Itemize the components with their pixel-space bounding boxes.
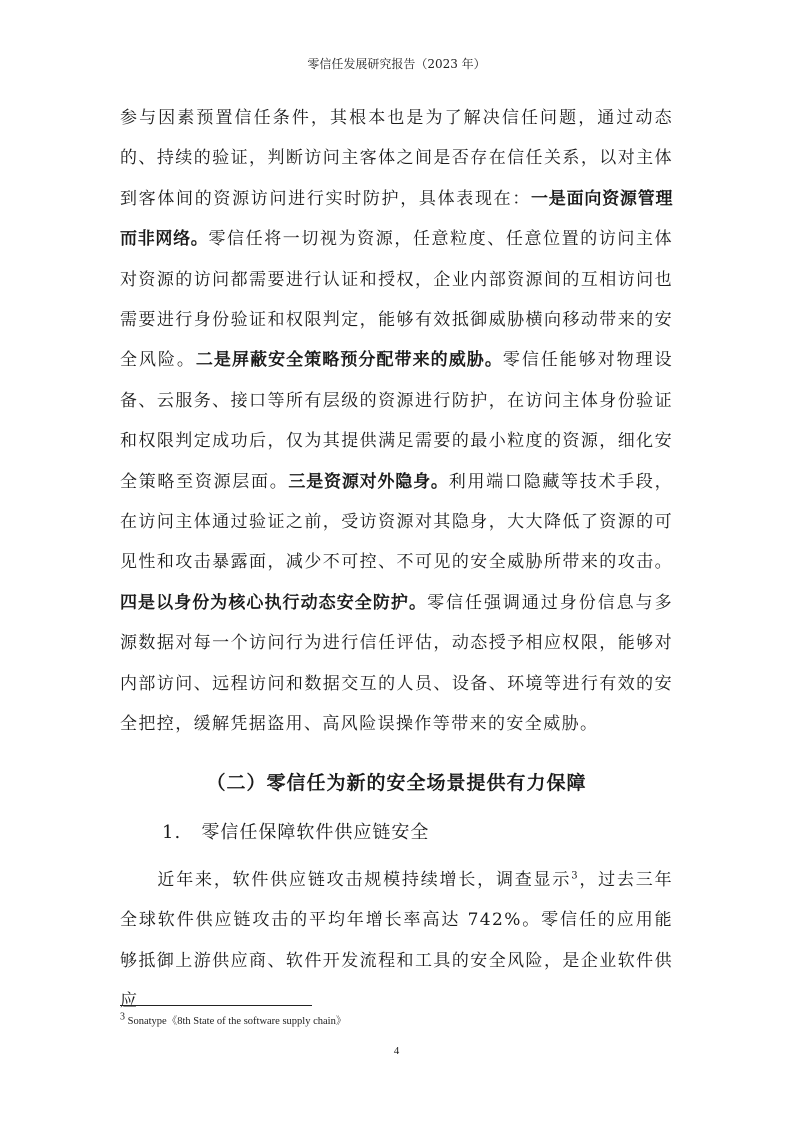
text-segment: 参与因素预置信任条件，其根本也是为了解决信任问题，通过动态的、持续的验证，判断访问主客体之间是否存在信任关系，以对主体到客体间的资源访问进行实时防护，具体表现在： xyxy=(120,108,673,209)
footnote-ref[interactable]: 3 xyxy=(571,870,579,882)
page-header: 零信任发展研究报告（2023 年） xyxy=(307,57,486,71)
text-segment: ，过去三年全球软件供应链攻击的平均年增长率高达 742%。零信任的应用能够抵御上游供应商、软件开发流程和工具的安全风险，是企业软件供应 xyxy=(120,870,673,1012)
text-segment: 零信任能够对物理设备、云服务、接口等所有层级的资源进行防护，在访问主体身份验证和权限判定成功后，仅为其提供满足需要的最小粒度的资源，细化安全策略至资源层面。 xyxy=(120,350,673,492)
footnote xyxy=(120,1013,346,1028)
subsection-title xyxy=(162,818,429,844)
footnote-text: Sonatype《8th State of the software supply chain》 xyxy=(127,1016,347,1027)
text-segment: 零信任强调通过身份信息与多源数据对每一个访问行为进行信任评估，动态授予相应权限，能够对内部访问、远程访问和数据交互的人员、设备、环境等进行有效的安全把控，缓解凭据盗用、高风险误操作等带来的安全威胁。 xyxy=(120,592,674,735)
body-paragraph xyxy=(120,98,673,745)
subsection-number: 1. xyxy=(162,822,182,843)
bold-point-3: 三是资源对外隐身。 xyxy=(288,471,449,492)
bold-point-1: 一是面向资源管理而非网络。 xyxy=(120,188,673,250)
subsection-label: 零信任保障软件供应链安全 xyxy=(201,822,430,843)
bold-point-2: 二是屏蔽安全策略预分配带来的威胁。 xyxy=(195,350,503,371)
text-segment: 利用端口隐藏等技术手段，在访问主体通过验证之前，受访资源对其隐身，大大降低了资源的可见性和攻击暴露面，减少不可控、不可见的安全威胁所带来的攻击。 xyxy=(120,471,673,573)
bold-point-4: 四是以身份为核心执行动态安全防护。 xyxy=(120,592,428,613)
page-number: 4 xyxy=(393,1045,400,1057)
supply-chain-paragraph xyxy=(120,860,673,1022)
footnote-mark: 3 xyxy=(120,1011,125,1023)
section-title: （二）零信任为新的安全场景提供有力保障 xyxy=(206,772,587,794)
footnote-divider xyxy=(120,1005,312,1006)
text-segment: 近年来，软件供应链攻击规模持续增长，调查显示 xyxy=(157,870,572,890)
text-segment: 零信任将一切视为资源，任意粒度、任意位置的访问主体对资源的访问都需要进行认证和授权，企业内部资源间的互相访问也需要进行身份验证和权限判定，能够有效抵御威胁横向移动带来的安全风险。 xyxy=(120,229,674,371)
